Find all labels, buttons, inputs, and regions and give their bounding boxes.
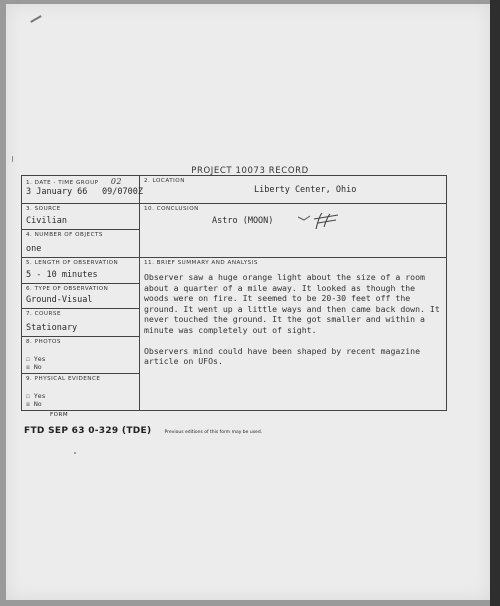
photos-label: 8. PHOTOS: [26, 339, 61, 345]
date-label: 1. DATE - TIME GROUP 02: [26, 177, 123, 186]
time-value: 09/0700Z: [102, 187, 143, 197]
evidence-no-checkbox: ☒ No: [26, 400, 42, 408]
source-label: 3. SOURCE: [26, 206, 61, 212]
type-label: 6. TYPE OF OBSERVATION: [26, 286, 109, 292]
source-cell: [22, 204, 140, 230]
scan-speck: [74, 452, 76, 454]
scanner-edge: [490, 0, 500, 606]
summary-paragraph-2: Observers mind could have been shaped by recent magazine article on UFOs.: [144, 345, 421, 367]
evidence-cell: [22, 374, 140, 411]
evidence-yes-checkbox: ☐ Yes: [26, 392, 46, 400]
photos-no-checkbox: ☒ No: [26, 363, 42, 371]
location-cell: [140, 176, 447, 204]
scan-speck: [12, 156, 13, 162]
location-label: 2. LOCATION: [144, 178, 185, 184]
summary-label: 11. BRIEF SUMMARY AND ANALYSIS: [144, 260, 258, 266]
date-value: 3 January 66: [26, 187, 88, 197]
summary-paragraph-1: Observer saw a huge orange light about the size of a room about a quarter of a mile away. It looked as though the woods were on fire. It seemed to be 20-30 feet off the ground. It went up a little ways and then came back down. It never touched the ground. It the got smaller and within a minute was completely out of sight.: [144, 272, 440, 335]
conclusion-cell: [140, 204, 447, 258]
objects-value: one: [26, 244, 42, 254]
objects-cell: [22, 230, 140, 258]
form-note: Previous editions of this form may be used.: [164, 430, 263, 435]
source-value: Civilian: [26, 216, 67, 226]
form-number: FTD SEP 63 0-329 (TDE): [24, 426, 152, 436]
length-cell: [22, 258, 140, 284]
conclusion-label: 10. CONCLUSION: [144, 206, 199, 212]
length-value: 5 - 10 minutes: [26, 270, 98, 280]
length-label: 5. LENGTH OF OBSERVATION: [26, 260, 119, 266]
course-value: Stationary: [26, 323, 78, 333]
date-annotation: 02: [110, 177, 123, 186]
date-cell: [22, 176, 143, 204]
record-header: PROJECT 10073 RECORD: [191, 166, 309, 176]
evidence-label: 9. PHYSICAL EVIDENCE: [26, 376, 101, 382]
form-footer: [24, 412, 262, 437]
summary-cell: [140, 258, 447, 411]
course-label: 7. COURSE: [26, 311, 61, 317]
photos-cell: [22, 337, 140, 374]
course-cell: [22, 309, 140, 337]
record-form: [21, 175, 447, 411]
signature-mark: [296, 211, 340, 233]
conclusion-value: Astro (MOON): [212, 216, 274, 226]
type-value: Ground-Visual: [26, 295, 93, 305]
objects-label: 4. NUMBER OF OBJECTS: [26, 232, 103, 238]
photos-yes-checkbox: ☐ Yes: [26, 355, 46, 363]
form-label: FORM: [50, 412, 69, 418]
date-time-value: [26, 187, 143, 198]
type-cell: [22, 284, 140, 309]
location-value: Liberty Center, Ohio: [254, 185, 357, 195]
